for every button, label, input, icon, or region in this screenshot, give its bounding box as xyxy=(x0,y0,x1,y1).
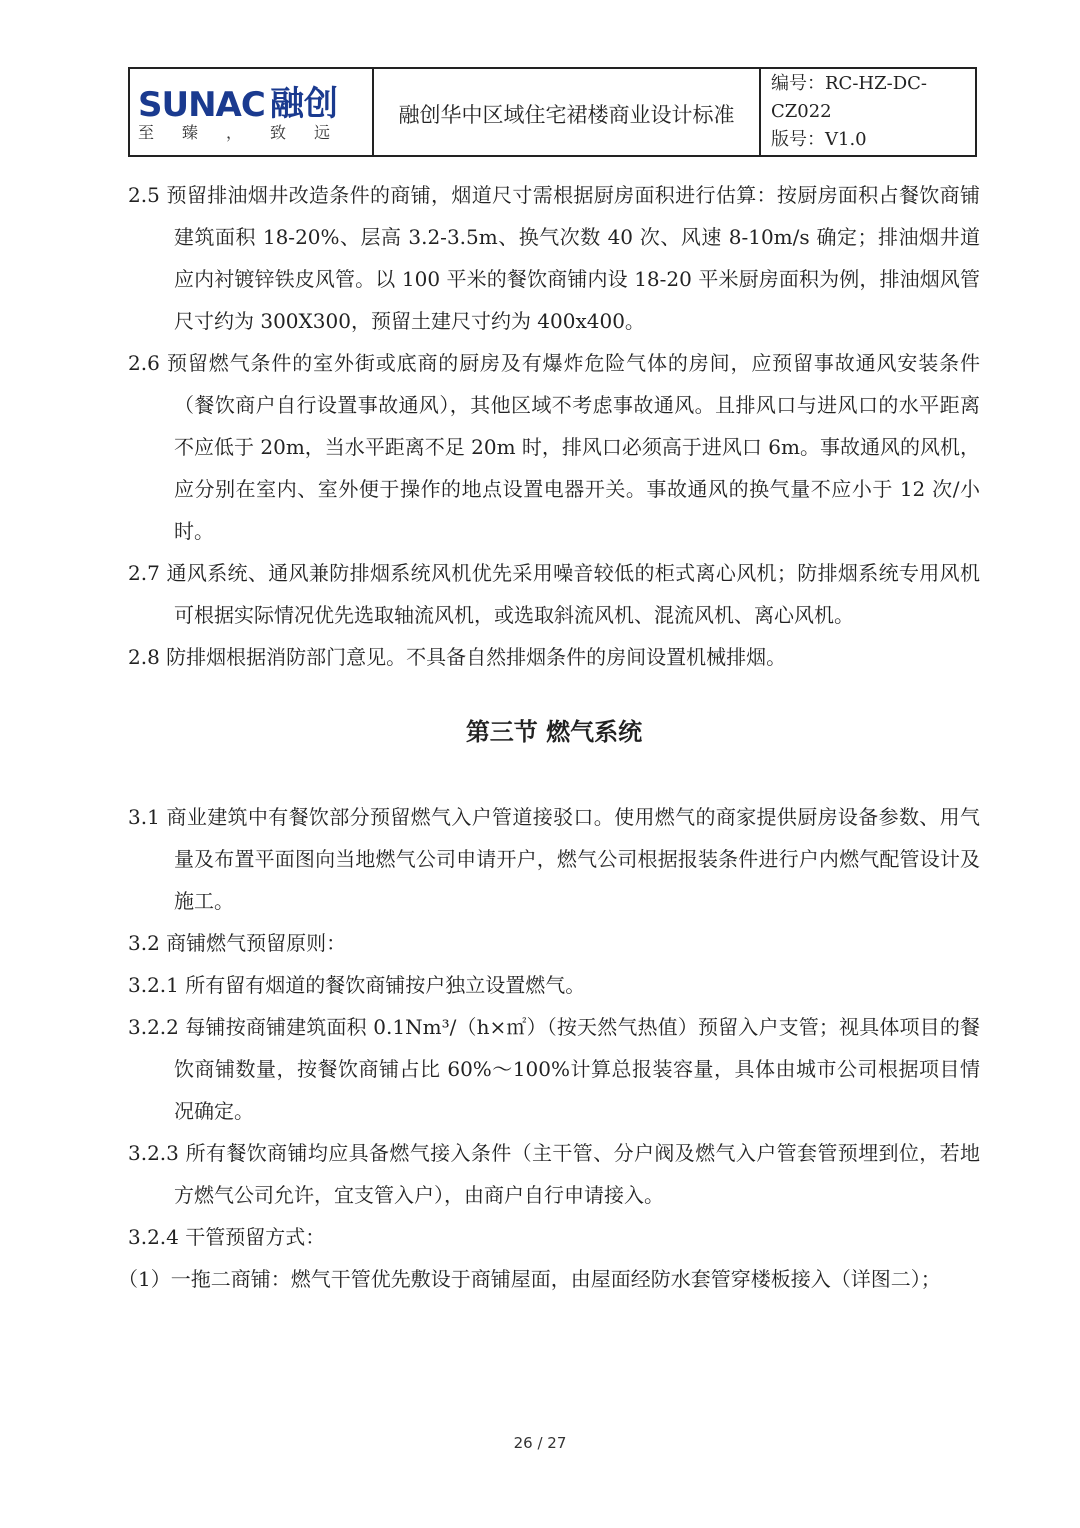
paragraph-3-2-1: 3.2.1 所有留有烟道的餐饮商铺按户独立设置燃气。 xyxy=(128,973,586,997)
document-code: 编号：RC-HZ-DC-CZ022 xyxy=(771,73,927,122)
paragraph-3-2: 3.2 商铺燃气预留原则： xyxy=(128,931,347,955)
logo-slogan: 至臻，致远 xyxy=(138,123,359,142)
document-version: 版号：V1.0 xyxy=(771,129,867,150)
paragraph-2-7: 2.7 通风系统、通风兼防排烟系统风机优先采用噪音较低的柜式离心风机；防排烟系统专用风机可根据实际情况优先选取轴流风机，或选取斜流风机、混流风机、离心风机。 xyxy=(128,561,980,627)
logo-text-en: SUNAC xyxy=(138,85,265,125)
page-content xyxy=(118,174,980,1300)
section-title: 第三节 燃气系统 xyxy=(465,718,643,746)
document-header xyxy=(128,67,977,157)
document-title: 融创华中区域住宅裙楼商业设计标准 xyxy=(374,69,761,155)
paragraph-3-2-3: 3.2.3 所有餐饮商铺均应具备燃气接入条件（主干管、分户阀及燃气入户管套管预埋到位，若地方燃气公司允许，宜支管入户），由商户自行申请接入。 xyxy=(128,1141,980,1207)
logo-text-cn: 融创 xyxy=(270,84,338,124)
document-code-block xyxy=(761,69,975,155)
paragraph-2-8: 2.8 防排烟根据消防部门意见。不具备自然排烟条件的房间设置机械排烟。 xyxy=(128,645,787,669)
page-number: 26 / 27 xyxy=(513,1434,567,1452)
paragraph-3-1: 3.1 商业建筑中有餐饮部分预留燃气入户管道接驳口。使用燃气的商家提供厨房设备参数、用气量及布置平面图向当地燃气公司申请开户，燃气公司根据报装条件进行户内燃气配管设计及施工。 xyxy=(128,805,980,913)
paragraph-2-5: 2.5 预留排油烟井改造条件的商铺，烟道尺寸需根据厨房面积进行估算：按厨房面积占餐饮商铺建筑面积 18-20%、层高 3.2-3.5m、换气次数 40 次、风速 8-10m/s 确定；排油烟井道应内衬镀锌铁皮风管。以 100 平米的餐饮商铺内设 18-20 平米厨房面积为例，排油烟风管尺寸约为 300X300，预留土建尺寸约为 400x400。 xyxy=(128,183,980,333)
paragraph-3-2-4: 3.2.4 干管预留方式： xyxy=(128,1225,326,1249)
logo xyxy=(130,69,374,155)
paragraph-item-1: （1）一拖二商铺：燃气干管优先敷设于商铺屋面，由屋面经防水套管穿楼板接入（详图二）； xyxy=(118,1267,941,1291)
paragraph-2-6: 2.6 预留燃气条件的室外街或底商的厨房及有爆炸危险气体的房间，应预留事故通风安装条件（餐饮商户自行设置事故通风），其他区域不考虑事故通风。且排风口与进风口的水平距离不应低于 20m，当水平距离不足 20m 时，排风口必须高于进风口 6m。事故通风的风机，应分别在室内、室外便于操作的地点设置电器开关。事故通风的换气量不应小于 12 次/小时。 xyxy=(128,351,980,543)
paragraph-3-2-2: 3.2.2 每铺按商铺建筑面积 0.1Nm³/（h×㎡）（按天然气热值）预留入户支管；视具体项目的餐饮商铺数量，按餐饮商铺占比 60%～100%计算总报装容量，具体由城市公司根据项目情况确定。 xyxy=(128,1015,980,1123)
